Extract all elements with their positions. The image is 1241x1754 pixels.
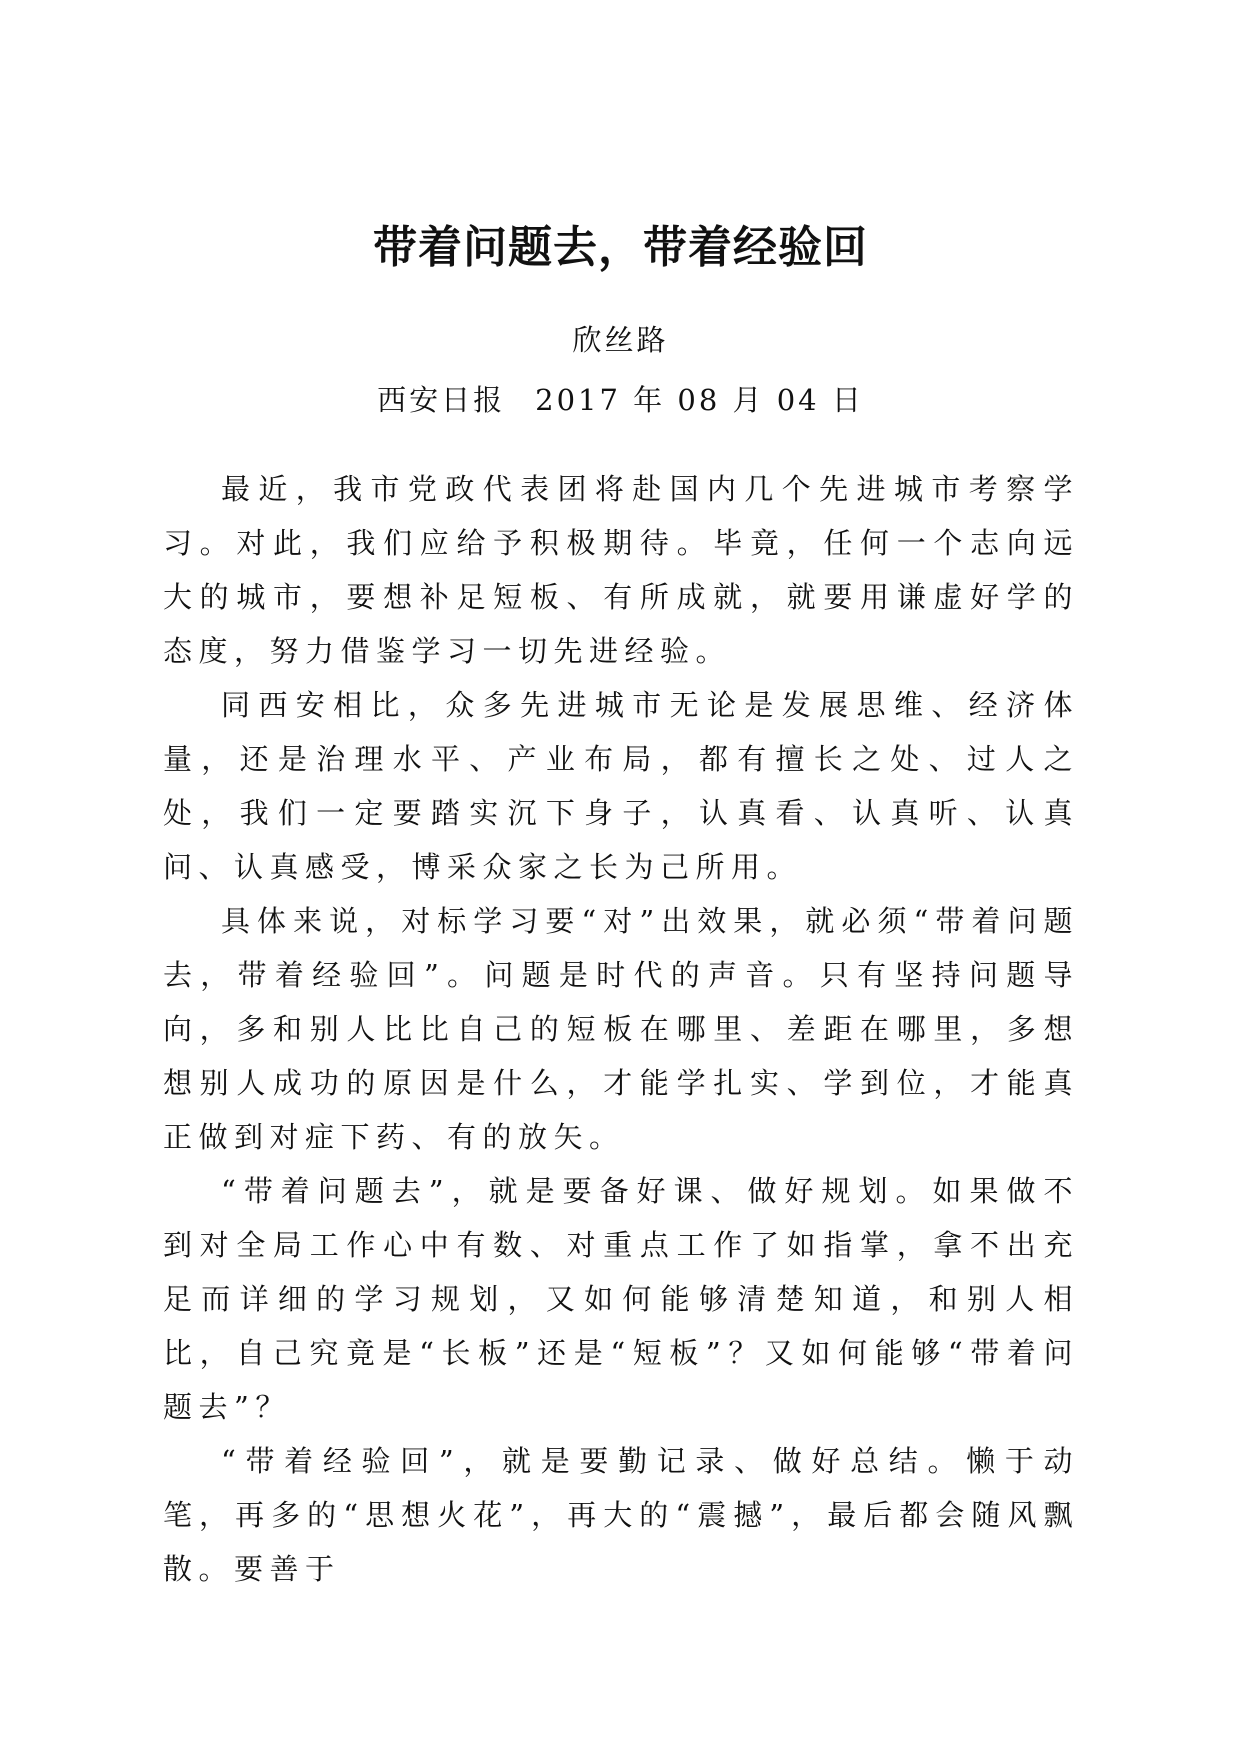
publication-name: 西安日报 [377,383,506,417]
paragraph: 最近，我市党政代表团将赴国内几个先进城市考察学习。对此，我们应给予积极期待。毕竟，任何一个志向远大的城市，要想补足短板、有所成就，就要用谦虚好学的态度，努力借鉴学习一切先进经验。 [163,472,1079,668]
paragraph: “带着问题去”，就是要备好课、做好规划。如果做不到对全局工作心中有数、对重点工作了如指掌，拿不出充足而详细的学习规划，又如何能够清楚知道，和别人相比，自己究竟是“长板”还是“短板”？又如何能够“带着问题去”？ [163,1174,1079,1424]
paragraph: 同西安相比，众多先进城市无论是发展思维、经济体量，还是治理水平、产业布局，都有擅长之处、过人之处，我们一定要踏实沉下身子，认真看、认真听、认真问、认真感受，博采众家之长为己所用。 [163,688,1079,884]
paragraph: “带着经验回”，就是要勤记录、做好总结。懒于动笔，再多的“思想火花”，再大的“震撼”，最后都会随风飘散。要善于 [163,1444,1079,1586]
paragraph: 具体来说，对标学习要“对”出效果，就必须“带着问题去，带着经验回”。问题是时代的声音。只有坚持问题导向，多和别人比比自己的短板在哪里、差距在哪里，多想想别人成功的原因是什么，才能学扎实、学到位，才能真正做到对症下药、有的放矢。 [163,904,1079,1154]
article-author: 欣丝路 [572,323,669,357]
article-body [163,462,1079,1596]
article-title: 带着问题去，带着经验回 [373,222,868,273]
article-source-line [0,380,1241,420]
publication-date: 2017 年 08 月 04 日 [535,383,864,417]
